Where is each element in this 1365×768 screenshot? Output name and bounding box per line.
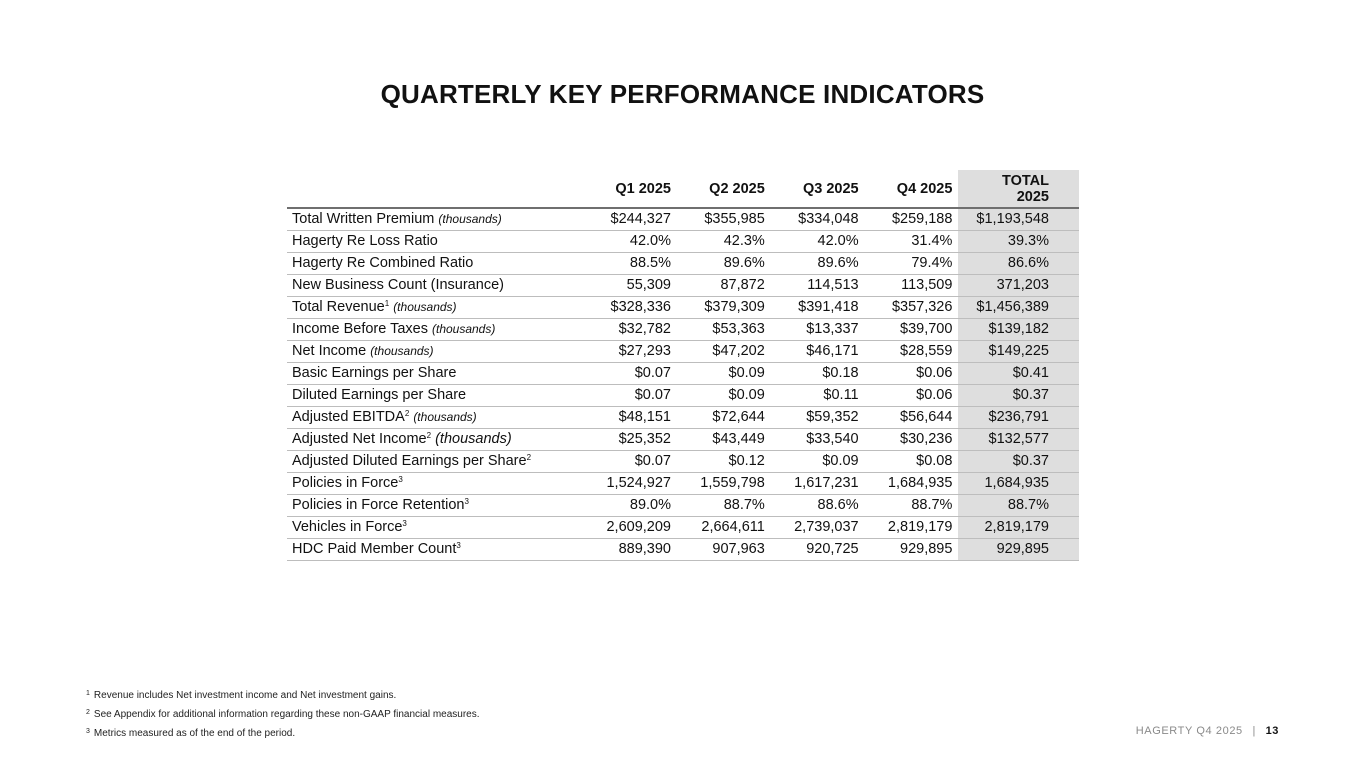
quarter-cell: 88.5% — [583, 253, 677, 275]
metric-unit: (thousands) — [413, 410, 477, 424]
table-row — [287, 208, 1079, 231]
quarter-cell: 42.3% — [677, 231, 771, 253]
footnote-2 — [86, 706, 480, 725]
quarter-cell: $259,188 — [865, 208, 959, 231]
quarter-cell: $0.07 — [583, 451, 677, 473]
quarter-cell: $32,782 — [583, 319, 677, 341]
total-cell: $0.37 — [958, 385, 1079, 407]
quarter-cell: 89.0% — [583, 495, 677, 517]
total-cell: 929,895 — [958, 539, 1079, 561]
total-cell: $132,577 — [958, 429, 1079, 451]
table-row — [287, 341, 1079, 363]
footnote-number: 3 — [86, 728, 90, 735]
header-q2: Q2 2025 — [677, 170, 771, 208]
row-label — [287, 297, 583, 319]
footnote-marker: 3 — [402, 519, 407, 528]
metric-name: Basic Earnings per Share — [292, 365, 457, 381]
quarter-cell: $0.06 — [865, 385, 959, 407]
quarter-cell: 1,617,231 — [771, 473, 865, 495]
footnotes — [86, 687, 480, 744]
metric-unit: (thousands) — [438, 212, 502, 226]
footnote-number: 1 — [86, 690, 90, 697]
footnote-marker: 3 — [398, 475, 403, 484]
row-label — [287, 231, 583, 253]
total-cell: $149,225 — [958, 341, 1079, 363]
row-label — [287, 451, 583, 473]
table-row — [287, 473, 1079, 495]
quarter-cell: 1,559,798 — [677, 473, 771, 495]
footnote-marker: 2 — [526, 453, 532, 462]
quarter-cell: $244,327 — [583, 208, 677, 231]
quarter-cell: $59,352 — [771, 407, 865, 429]
quarter-cell: 87,872 — [677, 275, 771, 297]
quarter-cell: $0.08 — [865, 451, 959, 473]
total-cell: $1,456,389 — [958, 297, 1079, 319]
footer-brand: HAGERTY — [1135, 725, 1193, 737]
quarter-cell: $357,326 — [865, 297, 959, 319]
quarter-cell: 114,513 — [771, 275, 865, 297]
quarter-cell: $13,337 — [771, 319, 865, 341]
table-row — [287, 407, 1079, 429]
quarter-cell: $0.09 — [677, 363, 771, 385]
quarter-cell: $39,700 — [865, 319, 959, 341]
metric-unit: (thousands) — [435, 431, 512, 447]
quarter-cell: $355,985 — [677, 208, 771, 231]
quarter-cell: 113,509 — [865, 275, 959, 297]
table-row — [287, 385, 1079, 407]
metric-name: Net Income — [292, 343, 367, 359]
table-body — [287, 208, 1079, 561]
table-row — [287, 231, 1079, 253]
quarter-cell: 88.7% — [677, 495, 771, 517]
quarter-cell: $72,644 — [677, 407, 771, 429]
table-row — [287, 539, 1079, 561]
footnote-marker: 2 — [404, 409, 410, 418]
total-cell: $139,182 — [958, 319, 1079, 341]
quarter-cell: $56,644 — [865, 407, 959, 429]
metric-name: New Business Count (Insurance) — [292, 277, 504, 293]
row-label — [287, 429, 583, 451]
row-label — [287, 517, 583, 539]
quarter-cell: 31.4% — [865, 231, 959, 253]
table-row — [287, 363, 1079, 385]
metric-name: Policies in Force Retention — [292, 497, 465, 513]
quarter-cell: $334,048 — [771, 208, 865, 231]
table-row — [287, 253, 1079, 275]
quarter-cell: 89.6% — [771, 253, 865, 275]
header-total — [958, 170, 1079, 208]
quarter-cell: $30,236 — [865, 429, 959, 451]
footer-period: Q4 2025 — [1196, 725, 1243, 737]
row-label — [287, 253, 583, 275]
quarter-cell: $28,559 — [865, 341, 959, 363]
total-cell: 2,819,179 — [958, 517, 1079, 539]
table-header-row — [287, 170, 1079, 208]
quarter-cell: 79.4% — [865, 253, 959, 275]
total-cell: 86.6% — [958, 253, 1079, 275]
row-label — [287, 363, 583, 385]
metric-name: Adjusted EBITDA — [292, 409, 405, 425]
quarter-cell: 929,895 — [865, 539, 959, 561]
quarter-cell: $379,309 — [677, 297, 771, 319]
quarter-cell: $0.12 — [677, 451, 771, 473]
quarter-cell: 2,819,179 — [865, 517, 959, 539]
quarter-cell: $391,418 — [771, 297, 865, 319]
metric-name: Hagerty Re Combined Ratio — [292, 255, 474, 271]
metric-name: Total Revenue — [292, 299, 385, 315]
quarter-cell: $47,202 — [677, 341, 771, 363]
quarter-cell: 88.6% — [771, 495, 865, 517]
footnote-3 — [86, 725, 480, 744]
quarter-cell: $33,540 — [771, 429, 865, 451]
quarter-cell: $25,352 — [583, 429, 677, 451]
table-row — [287, 451, 1079, 473]
footnote-1 — [86, 687, 480, 706]
total-cell: $0.37 — [958, 451, 1079, 473]
quarter-cell: $27,293 — [583, 341, 677, 363]
page-number: 13 — [1265, 725, 1279, 737]
footnote-number: 2 — [86, 709, 90, 716]
metric-name: Vehicles in Force — [292, 519, 403, 535]
row-label — [287, 495, 583, 517]
total-cell: $0.41 — [958, 363, 1079, 385]
footer-separator: | — [1252, 725, 1256, 737]
total-cell: 371,203 — [958, 275, 1079, 297]
quarter-cell: $0.18 — [771, 363, 865, 385]
row-label — [287, 539, 583, 561]
quarter-cell: $0.09 — [677, 385, 771, 407]
metric-name: Total Written Premium — [292, 211, 435, 227]
header-q3: Q3 2025 — [771, 170, 865, 208]
header-blank — [287, 170, 583, 208]
header-total-line2: 2025 — [1016, 188, 1049, 205]
quarter-cell: 2,609,209 — [583, 517, 677, 539]
quarter-cell: $0.09 — [771, 451, 865, 473]
header-q4: Q4 2025 — [865, 170, 959, 208]
footnote-marker: 2 — [426, 431, 432, 440]
metric-name: Adjusted Net Income — [292, 431, 427, 447]
table-row — [287, 429, 1079, 451]
table-row — [287, 517, 1079, 539]
quarter-cell: $328,336 — [583, 297, 677, 319]
total-cell: $236,791 — [958, 407, 1079, 429]
footnote-text: Revenue includes Net investment income and Net investment gains. — [93, 690, 397, 701]
metric-name: Adjusted Diluted Earnings per Share — [292, 453, 527, 469]
metric-unit: (thousands) — [431, 322, 496, 336]
footnote-marker: 3 — [464, 497, 469, 506]
page-title: QUARTERLY KEY PERFORMANCE INDICATORS — [380, 79, 985, 109]
quarter-cell: 1,684,935 — [865, 473, 959, 495]
header-total-line1: TOTAL — [1002, 172, 1049, 189]
metric-name: Diluted Earnings per Share — [292, 387, 467, 403]
page-footer — [1136, 725, 1279, 737]
header-q1: Q1 2025 — [583, 170, 677, 208]
quarter-cell: 42.0% — [583, 231, 677, 253]
footnote-marker: 1 — [384, 299, 390, 308]
total-cell: 39.3% — [958, 231, 1079, 253]
row-label — [287, 385, 583, 407]
footnote-text: See Appendix for additional information regarding these non-GAAP financial measures. — [93, 709, 480, 720]
quarter-cell: 907,963 — [677, 539, 771, 561]
table-row — [287, 319, 1079, 341]
table-row — [287, 275, 1079, 297]
total-cell: 88.7% — [958, 495, 1079, 517]
quarter-cell: 2,664,611 — [677, 517, 771, 539]
metric-name: Policies in Force — [292, 475, 399, 491]
total-cell: $1,193,548 — [958, 208, 1079, 231]
table-row — [287, 495, 1079, 517]
row-label — [287, 407, 583, 429]
row-label — [287, 208, 583, 231]
metric-unit: (thousands) — [393, 300, 457, 314]
footnote-text: Metrics measured as of the end of the period. — [93, 728, 296, 739]
quarter-cell: $0.07 — [583, 385, 677, 407]
metric-unit: (thousands) — [370, 344, 434, 358]
quarter-cell: 2,739,037 — [771, 517, 865, 539]
quarter-cell: 920,725 — [771, 539, 865, 561]
metric-name: Income Before Taxes — [292, 321, 428, 337]
total-cell: 1,684,935 — [958, 473, 1079, 495]
row-label — [287, 341, 583, 363]
quarter-cell: 55,309 — [583, 275, 677, 297]
row-label — [287, 275, 583, 297]
quarter-cell: 42.0% — [771, 231, 865, 253]
footnote-marker: 3 — [456, 541, 461, 550]
quarter-cell: 88.7% — [865, 495, 959, 517]
kpi-table — [287, 170, 1079, 561]
table-row — [287, 297, 1079, 319]
quarter-cell: 889,390 — [583, 539, 677, 561]
row-label — [287, 319, 583, 341]
quarter-cell: $0.06 — [865, 363, 959, 385]
quarter-cell: 89.6% — [677, 253, 771, 275]
metric-name: HDC Paid Member Count — [292, 541, 457, 557]
quarter-cell: $0.11 — [771, 385, 865, 407]
row-label — [287, 473, 583, 495]
metric-name: Hagerty Re Loss Ratio — [292, 233, 438, 249]
quarter-cell: $0.07 — [583, 363, 677, 385]
quarter-cell: 1,524,927 — [583, 473, 677, 495]
quarter-cell: $48,151 — [583, 407, 677, 429]
quarter-cell: $46,171 — [771, 341, 865, 363]
quarter-cell: $43,449 — [677, 429, 771, 451]
quarter-cell: $53,363 — [677, 319, 771, 341]
